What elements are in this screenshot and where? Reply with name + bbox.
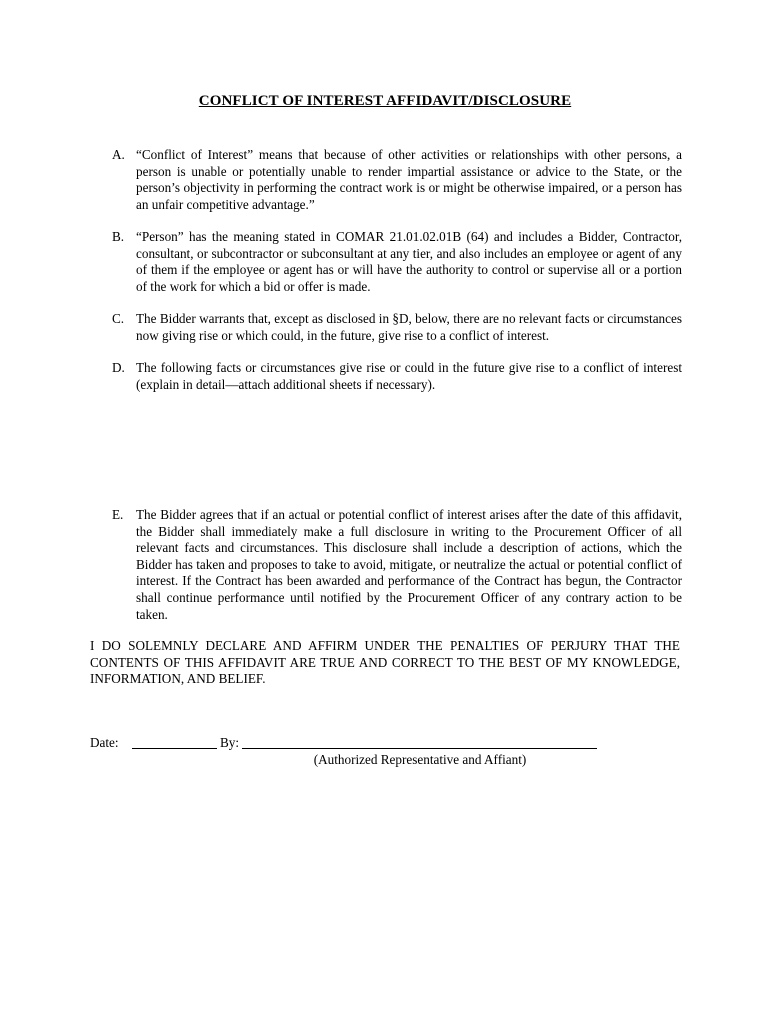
item-text: The following facts or circumstances give rise or could in the future give rise to a conflict of interest (explain in detail—attach additional sheets if necessary).	[136, 360, 682, 392]
signature-blank-line[interactable]	[242, 748, 597, 749]
disclosure-facts	[112, 360, 682, 393]
date-blank-line[interactable]	[132, 748, 217, 749]
definition-conflict-of-interest	[112, 147, 682, 213]
signature-caption: (Authorized Representative and Affiant)	[313, 752, 527, 767]
document-title: CONFLICT OF INTEREST AFFIDAVIT/DISCLOSURE	[198, 93, 572, 109]
item-text: “Conflict of Interest” means that because of other activities or relationships with other persons, a person is unable or potentially unable to render impartial assistance or advice to the State, or the person’s objectivity in performing the contract work is or might be otherwise impaired, or a person has an unfair competitive advantage.”	[136, 147, 682, 212]
item-letter: B.	[112, 229, 125, 244]
signature-caption-wrapper	[90, 752, 610, 768]
item-text: “Person” has the meaning stated in COMAR 21.01.02.01B (64) and includes a Bidder, Contractor, consultant, or subcontractor or subconsultant at any tier, and also includes an employee or agent of any of them if the employee or agent has or will have the authority to control or supervise all or a portion of the work for which a bid or offer is made.	[136, 229, 682, 294]
item-letter: C.	[112, 311, 125, 326]
item-letter: E.	[112, 507, 124, 522]
item-letter: A.	[112, 147, 125, 162]
item-text: The Bidder warrants that, except as disclosed in §D, below, there are no relevant facts or circumstances now giving rise or which could, in the future, give rise to a conflict of interest.	[136, 311, 682, 343]
item-text: The Bidder agrees that if an actual or potential conflict of interest arises after the date of this affidavit, the Bidder shall immediately make a full disclosure in writing to the Procurement Officer of all relevant facts and circumstances. This disclosure shall include a description of actions, which the Bidder has taken and proposes to take to avoid, mitigate, or neutralize the actual or potential conflict of interest. If the Contract has been awarded and performance of the Contract has begun, the Contractor shall continue performance until notified by the Procurement Officer of any contrary action to be taken.	[136, 507, 682, 622]
by-label: By:	[220, 735, 240, 750]
perjury-declaration: I DO SOLEMNLY DECLARE AND AFFIRM UNDER THE PENALTIES OF PERJURY THAT THE CONTENTS OF THIS AFFIDAVIT ARE TRUE AND CORRECT TO THE BEST OF MY KNOWLEDGE, INFORMATION, AND BELIEF.	[90, 638, 680, 687]
definition-person	[112, 229, 682, 295]
bidder-agreement	[112, 507, 682, 623]
item-letter: D.	[112, 360, 125, 375]
bidder-warranty	[112, 311, 682, 344]
date-label: Date:	[90, 735, 119, 750]
